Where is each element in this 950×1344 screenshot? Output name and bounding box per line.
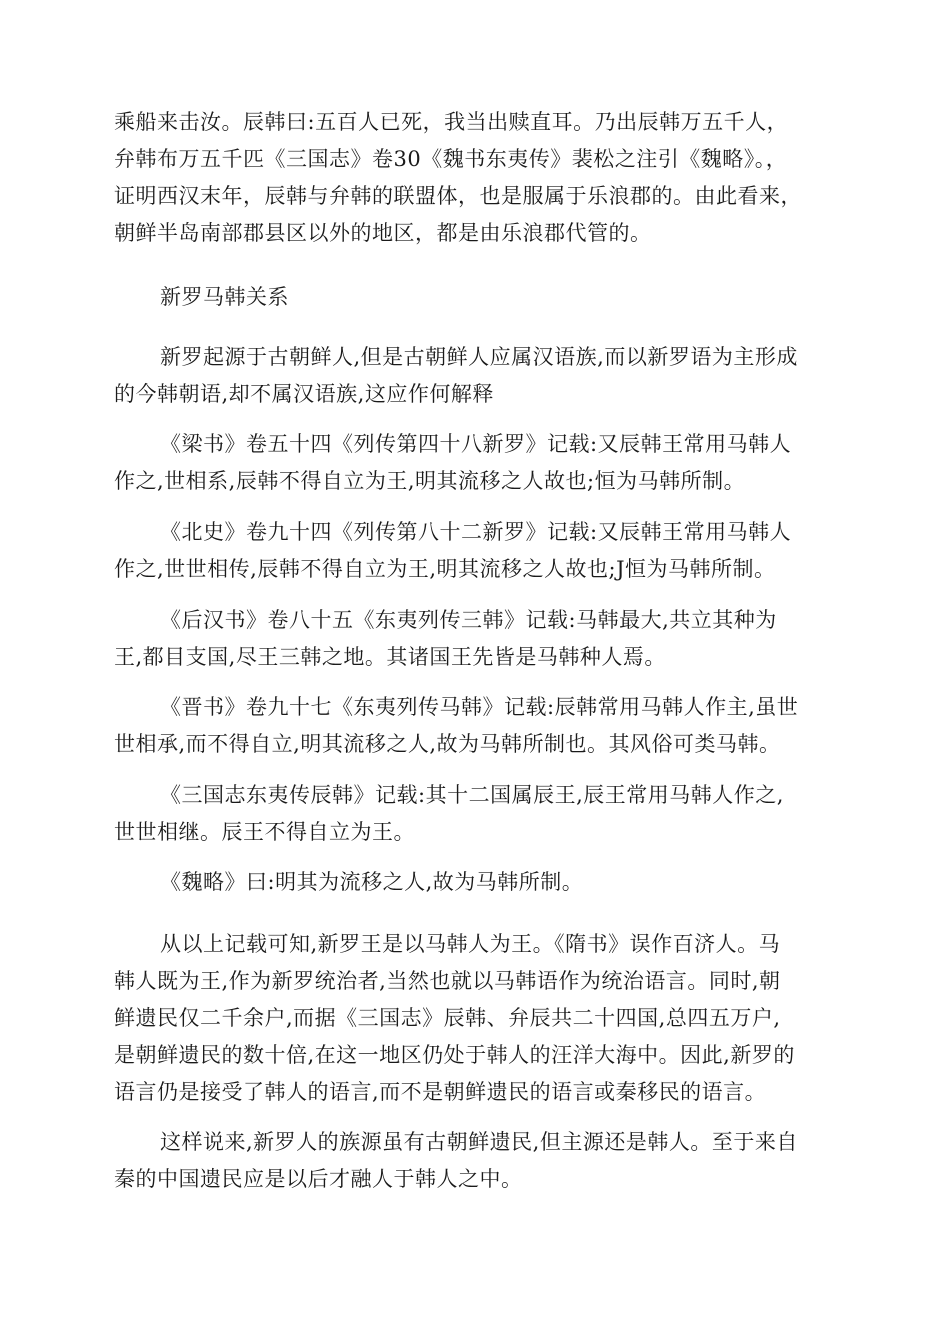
text-line: 从以上记载可知,新罗王是以马韩人为王。《隋书》误作百济人。马 — [160, 932, 781, 956]
text-line: 鲜遗民仅二千余户,而据《三国志》辰韩、弁辰共二十四国,总四五万户, — [114, 1006, 781, 1030]
text-line: 证明西汉末年，辰韩与弁韩的联盟体，也是服属于乐浪郡的。由此看来， — [114, 184, 802, 208]
paragraph-weilue — [114, 864, 834, 901]
text-line: 世相承,而不得自立,明其流移之人,故为马韩所制也。其风俗可类马韩。 — [114, 732, 781, 756]
paragraph-chenhan-ransom — [114, 104, 834, 252]
text-line: 作之,世世相传,辰韩不得自立为王,明其流移之人故也;J恒为马韩所制。 — [114, 557, 776, 581]
section-heading: 新罗马韩关系 — [160, 285, 289, 309]
text-line: 这样说来,新罗人的族源虽有古朝鲜遗民,但主源还是韩人。至于来自 — [160, 1130, 798, 1154]
text-line: 《梁书》卷五十四《列传第四十八新罗》记载:又辰韩王常用马韩人 — [160, 432, 792, 456]
text-line: 世世相继。辰王不得自立为王。 — [114, 820, 415, 844]
paragraph-houhanshu — [114, 602, 834, 676]
text-line: 弁韩布万五千匹《三国志》卷30《魏书东夷传》裴松之注引《魏略》。， — [114, 147, 788, 171]
paragraph-ethnic-origin — [114, 1124, 834, 1198]
text-line: 的今韩朝语,却不属汉语族,这应作何解释 — [114, 382, 494, 406]
text-line: 韩人既为王,作为新罗统治者,当然也就以马韩语作为统治语言。同时,朝 — [114, 969, 781, 993]
paragraph-liangshu — [114, 426, 834, 500]
paragraph-sanguozhi — [114, 777, 834, 851]
text-line: 秦的中国遗民应是以后才融人于韩人之中。 — [114, 1167, 523, 1191]
text-line: 朝鲜半岛南部郡县区以外的地区，都是由乐浪郡代管的。 — [114, 221, 652, 245]
section-heading-silla-mahan — [114, 279, 834, 316]
text-line: 王,都目支国,尽王三韩之地。其诸国王先皆是马韩种人焉。 — [114, 645, 666, 669]
text-line: 《晋书》卷九十七《东夷列传马韩》记载:辰韩常用马韩人作主,虽世 — [160, 695, 799, 719]
paragraph-jinshu — [114, 689, 834, 763]
text-line: 《后汉书》卷八十五《东夷列传三韩》记载:马韩最大,共立其种为 — [160, 608, 777, 632]
text-line: 《北史》卷九十四《列传第八十二新罗》记载:又辰韩王常用马韩人 — [160, 520, 792, 544]
text-line: 作之,世相系,辰韩不得自立为王,明其流移之人故也;恒为马韩所制。 — [114, 469, 746, 493]
text-line: 《三国志东夷传辰韩》记载:其十二国属辰王,辰王常用马韩人作之, — [160, 783, 784, 807]
text-line: 语言仍是接受了韩人的语言,而不是朝鲜遗民的语言或秦移民的语言。 — [114, 1080, 767, 1104]
text-line: 《魏略》曰:明其为流移之人,故为马韩所制。 — [160, 870, 584, 894]
text-line: 新罗起源于古朝鲜人,但是古朝鲜人应属汉语族,而以新罗语为主形成 — [160, 345, 798, 369]
paragraph-beishi — [114, 514, 834, 588]
paragraph-silla-origin — [114, 339, 834, 413]
text-line: 是朝鲜遗民的数十倍,在这一地区仍处于韩人的汪洋大海中。因此,新罗的 — [114, 1043, 795, 1067]
paragraph-conclusion — [114, 926, 834, 1111]
text-line: 乘船来击汝。辰韩曰:五百人已死，我当出赎直耳。乃出辰韩万五千人， — [114, 110, 789, 134]
